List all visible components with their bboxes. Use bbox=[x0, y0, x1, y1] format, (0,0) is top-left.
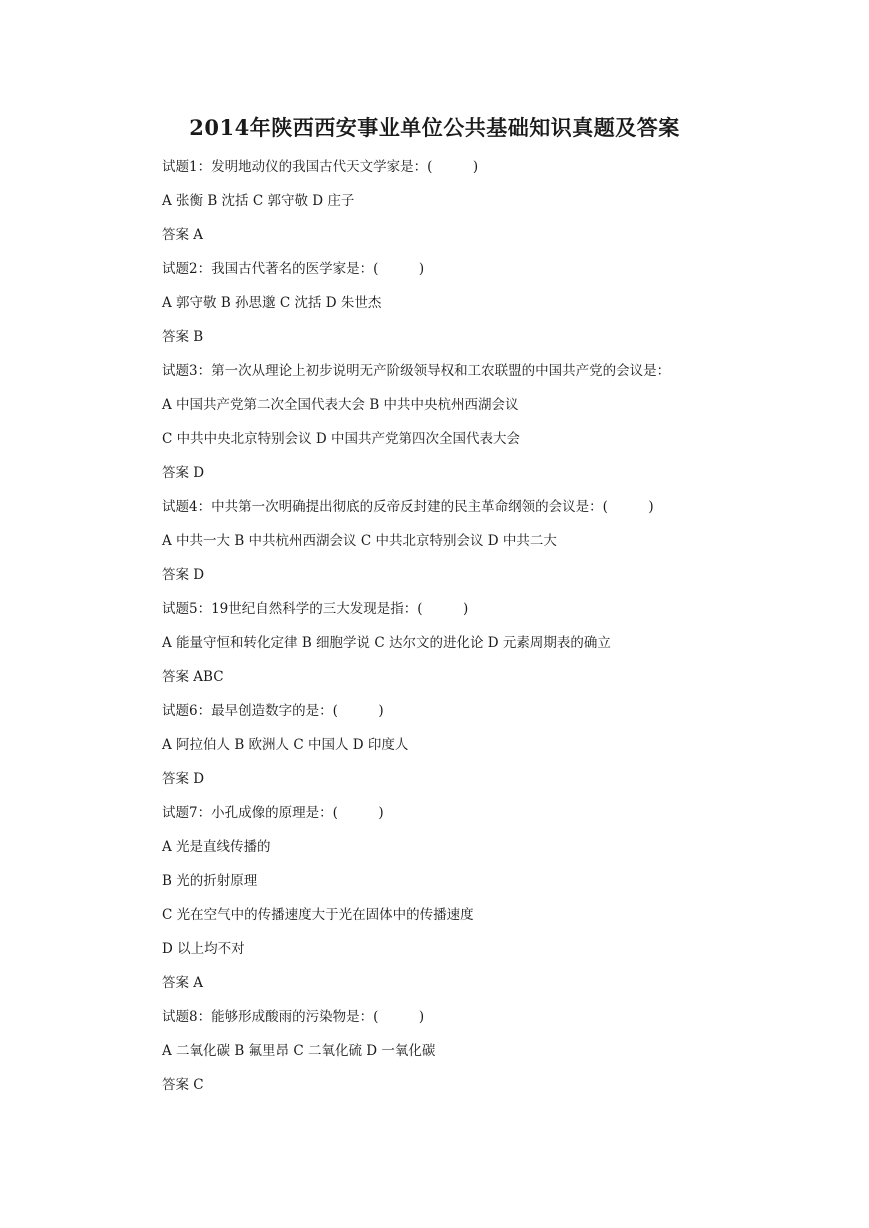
question-text: 试题1：发明地动仪的我国古代天文学家是：( ) bbox=[162, 159, 479, 175]
answer-text: 答案 ABC bbox=[162, 669, 224, 685]
options-text: A 中国共产党第二次全国代表大会 B 中共中央杭州西湖会议 bbox=[162, 397, 519, 413]
options-text: A 二氧化碳 B 氟里昂 C 二氧化硫 D 一氧化碳 bbox=[162, 1043, 436, 1059]
options-text: B 光的折射原理 bbox=[162, 873, 258, 889]
options-text: A 张衡 B 沈括 C 郭守敬 D 庄子 bbox=[162, 193, 355, 209]
options-text: A 能量守恒和转化定律 B 细胞学说 C 达尔文的进化论 D 元素周期表的确立 bbox=[162, 635, 611, 651]
question-text: 试题3：第一次从理论上初步说明无产阶级领导权和工农联盟的中国共产党的会议是： bbox=[162, 363, 671, 379]
document-body bbox=[162, 154, 782, 1106]
options-text: D 以上均不对 bbox=[162, 941, 245, 957]
answer-text: 答案 A bbox=[162, 227, 204, 243]
question-text: 试题6：最早创造数字的是：( ) bbox=[162, 703, 384, 719]
options-text: A 郭守敬 B 孙思邈 C 沈括 D 朱世杰 bbox=[162, 295, 382, 311]
answer-text: 答案 D bbox=[162, 465, 205, 481]
document-title: 2014年陕西西安事业单位公共基础知识真题及答案 bbox=[189, 115, 680, 140]
question-text: 试题8：能够形成酸雨的污染物是：( ) bbox=[162, 1009, 425, 1025]
question-text: 试题2：我国古代著名的医学家是：( ) bbox=[162, 261, 425, 277]
answer-text: 答案 A bbox=[162, 975, 204, 991]
answer-text: 答案 B bbox=[162, 329, 204, 345]
options-text: A 中共一大 B 中共杭州西湖会议 C 中共北京特别会议 D 中共二大 bbox=[162, 533, 557, 549]
options-text: A 阿拉伯人 B 欧洲人 C 中国人 D 印度人 bbox=[162, 737, 409, 753]
answer-text: 答案 D bbox=[162, 567, 205, 583]
options-text: C 中共中央北京特别会议 D 中国共产党第四次全国代表大会 bbox=[162, 431, 521, 447]
options-text: C 光在空气中的传播速度大于光在固体中的传播速度 bbox=[162, 907, 474, 923]
question-text: 试题4：中共第一次明确提出彻底的反帝反封建的民主革命纲领的会议是：( ) bbox=[162, 499, 654, 515]
answer-text: 答案 C bbox=[162, 1077, 204, 1093]
question-text: 试题5：19世纪自然科学的三大发现是指：( ) bbox=[162, 601, 469, 617]
options-text: A 光是直线传播的 bbox=[162, 839, 271, 855]
question-text: 试题7：小孔成像的原理是：( ) bbox=[162, 805, 384, 821]
answer-text: 答案 D bbox=[162, 771, 205, 787]
